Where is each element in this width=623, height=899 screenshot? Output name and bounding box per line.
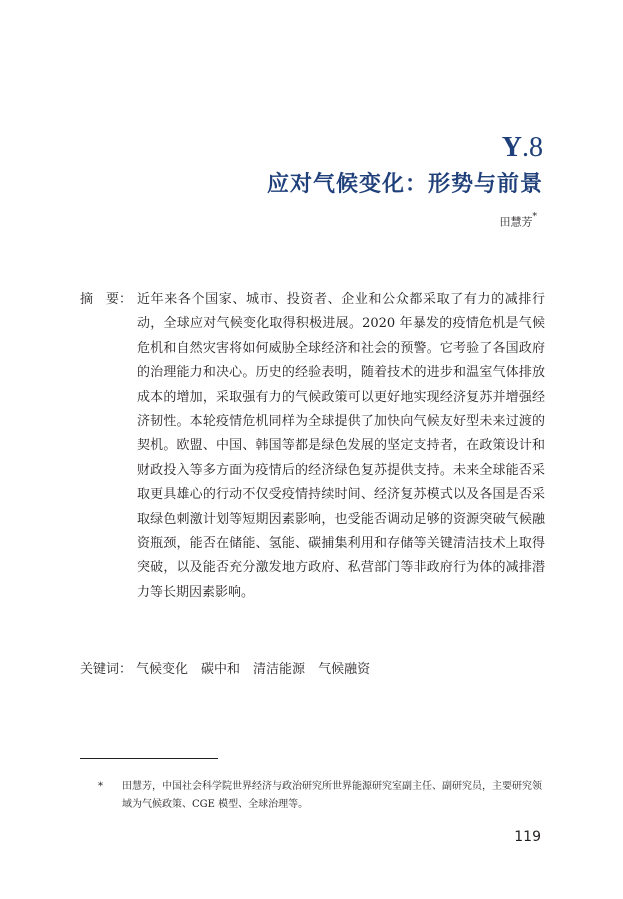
footnote-divider bbox=[80, 758, 218, 759]
chapter-number bbox=[502, 132, 543, 164]
abstract-label: 摘 要： bbox=[80, 292, 133, 307]
page-number: 119 bbox=[514, 829, 541, 845]
keywords bbox=[80, 660, 383, 680]
chapter-index: .8 bbox=[522, 132, 543, 163]
footnote bbox=[98, 778, 548, 814]
author-name: 田慧芳 bbox=[499, 215, 533, 229]
footnote-mark: * bbox=[98, 781, 103, 792]
author-footnote-mark: * bbox=[532, 212, 537, 222]
chapter-prefix: Y bbox=[501, 132, 522, 163]
chapter-title: 应对气候变化：形势与前景 bbox=[266, 172, 543, 197]
author-line bbox=[500, 212, 538, 230]
keyword-item: 碳中和 bbox=[201, 662, 241, 677]
keyword-item: 气候融资 bbox=[318, 662, 371, 677]
keyword-item: 气候变化 bbox=[136, 662, 189, 677]
keyword-item: 清洁能源 bbox=[253, 662, 306, 677]
footnote-text: 田慧芳，中国社会科学院世界经济与政治研究所世界能源研究室副主任、副研究员，主要研究领域为气候政策、CGE 模型、全球治理等。 bbox=[122, 781, 542, 810]
abstract-text: 近年来各个国家、城市、投资者、企业和公众都采取了有力的减排行动，全球应对气候变化取得积极进展。2020 年暴发的疫情危机是气候危机和自然灾害将如何威胁全球经济和社会的预警。它考验了各国政府的治理能力和决心。历史的经验表明，随着技术的进步和温室气体排放成本的增加，采取强有力的气候政策可以更好地实现经济复苏并增强经济韧性。本轮疫情危机同样为全球提供了加快向气候友好型未来过渡的契机。欧盟、中国、韩国等都是绿色发展的坚定支持者，在政策设计和财政投入等多方面为疫情后的经济绿色复苏提供支持。未来全球能否采取更具雄心的行动不仅受疫情持续时间、经济复苏模式以及各国是否采取绿色刺激计划等短期因素影响，也受能否调动足够的资源突破气候融资瓶颈，能否在储能、氢能、碳捕集利用和存储等关键清洁技术上取得突破，以及能否充分激发地方政府、私营部门等非政府行为体的减排潜力等长期因素影响。 bbox=[137, 292, 545, 600]
keywords-label: 关键词： bbox=[80, 662, 133, 677]
